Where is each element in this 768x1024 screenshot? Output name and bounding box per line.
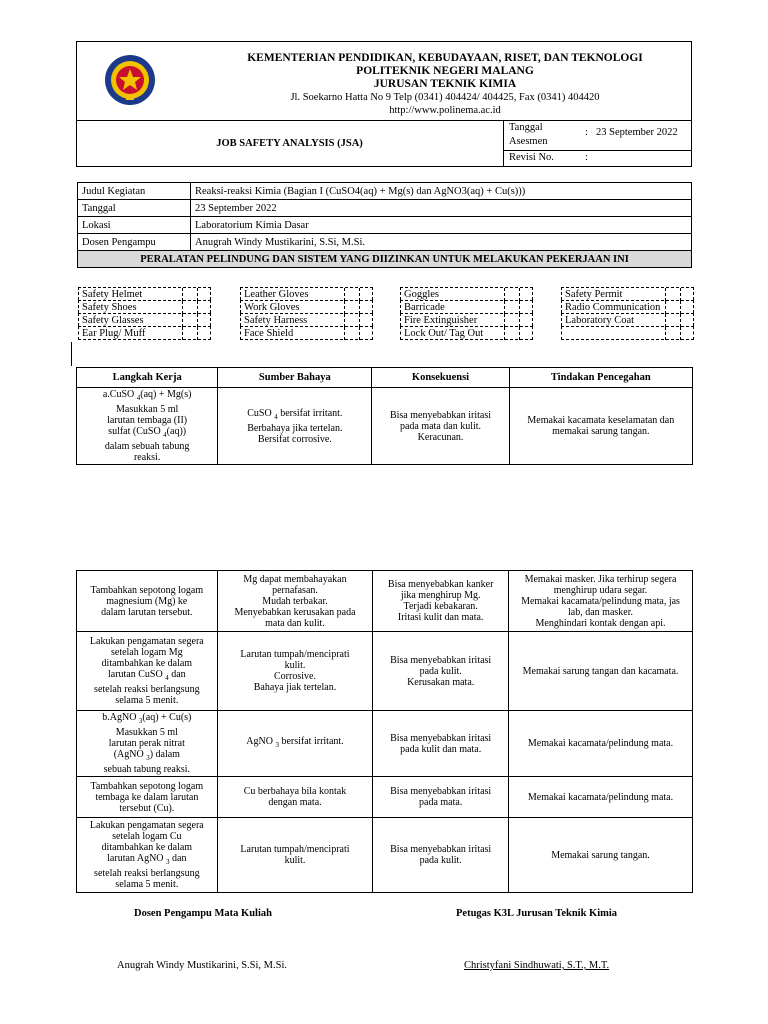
- info-value: 23 September 2022: [191, 200, 692, 217]
- department-name: JURUSAN TEKNIK KIMIA: [373, 78, 517, 90]
- ppe-item-label: Safety Helmet: [82, 289, 143, 300]
- cell-bahaya: Mg dapat membahayakan pernafasan. Mudah terbakar. Menyebabkan kerusakan pada mata dan kulit.: [217, 571, 373, 632]
- tanggal-asesmen-value: 23 September 2022: [596, 127, 678, 138]
- ppe-column: [240, 287, 373, 340]
- cell-tindakan: Memakai sarung tangan.: [509, 818, 693, 893]
- ppe-item-label: Face Shield: [244, 328, 294, 339]
- header-text: [230, 52, 660, 117]
- tanggal-asesmen-label: [509, 121, 548, 149]
- cell-langkah: b.AgNO $_3$(aq) + Cu(s) Masukkan 5 ml larutan perak nitrat (AgNO $_3$) dalam sebuah tabung reaksi.: [77, 711, 218, 777]
- tanggal-label: Tanggal: [509, 122, 543, 133]
- info-value: Reaksi-reaksi Kimia (Bagian I (CuSO4(aq) + Mg(s) dan AgNO3(aq) + Cu(s))): [191, 183, 692, 200]
- cell-langkah: Lakukan pengamatan segera setelah logam Mg ditambahkan ke dalam larutan CuSO $_4$ dan setelah reaksi berlangsung selama 5 menit.: [77, 632, 218, 711]
- column-header: Langkah Kerja: [77, 368, 218, 388]
- ppe-checkbox[interactable]: [665, 327, 679, 340]
- ppe-item-label: Fire Extinguisher: [404, 315, 478, 326]
- revisi-label: Revisi No.: [509, 152, 554, 163]
- cell-langkah: Tambahkan sepotong logam magnesium (Mg) ke dalam larutan tersebut.: [77, 571, 218, 632]
- table-row: [77, 818, 693, 893]
- ppe-column: [78, 287, 211, 340]
- info-value: Anugrah Windy Mustikarini, S.Si, M.Si.: [191, 234, 692, 251]
- ppe-item-label: Safety Harness: [244, 315, 308, 326]
- table-row: [77, 711, 693, 777]
- ppe-item-label: Safety Glasses: [82, 315, 144, 326]
- cell-tindakan: Memakai masker. Jika terhirup segera menghirup udara segar. Memakai kacamata/pelindung mata, jas lab, dan masker. Menghindari kontak dengan api.: [509, 571, 693, 632]
- ppe-item-label: Safety Shoes: [82, 302, 137, 313]
- info-key: Dosen Pengampu: [78, 234, 191, 251]
- cell-tindakan: Memakai kacamata keselamatan dan memakai sarung tangan.: [509, 388, 692, 465]
- ppe-item: [561, 326, 694, 340]
- ppe-item-label: Safety Permit: [565, 289, 623, 300]
- ppe-checkbox[interactable]: [504, 327, 518, 340]
- ppe-item-label: Barricade: [404, 302, 445, 313]
- cell-tindakan: Memakai sarung tangan dan kacamata.: [509, 632, 693, 711]
- left-signature-title: Dosen Pengampu Mata Kuliah: [134, 908, 272, 919]
- ppe-item: [400, 326, 533, 340]
- ppe-item-label: Goggles: [404, 289, 439, 300]
- ppe-checkbox[interactable]: [359, 327, 373, 340]
- left-signature-name: Anugrah Windy Mustikarini, S.Si, M.Si.: [117, 960, 288, 971]
- ppe-item: [78, 326, 211, 340]
- info-row: [78, 200, 692, 217]
- cell-konsekuensi: Bisa menyebabkan iritasi pada mata dan kulit. Keracunan.: [372, 388, 509, 465]
- ppe-item-label: Lock Out/ Tag Out: [404, 328, 484, 339]
- info-row: [78, 234, 692, 251]
- ppe-item: [240, 313, 373, 326]
- ppe-item: [561, 287, 694, 300]
- address-line: Jl. Soekarno Hatta No 9 Telp (0341) 404424/ 404425, Fax (0341) 404420: [290, 92, 600, 103]
- ppe-item: [78, 313, 211, 326]
- cell-konsekuensi: Bisa menyebabkan kanker jika menghirup Mg. Terjadi kebakaran. Iritasi kulit dan mata.: [373, 571, 509, 632]
- info-key: Tanggal: [78, 200, 191, 217]
- ppe-item-label: Leather Gloves: [244, 289, 309, 300]
- table-row: [77, 632, 693, 711]
- ppe-item-label: Laboratory Coat: [565, 315, 635, 326]
- ppe-item: [561, 300, 694, 313]
- table-row: [77, 777, 693, 818]
- polinema-logo-icon: [104, 54, 156, 106]
- right-signature-name: Christyfani Sindhuwati, S.T., M.T.: [464, 960, 610, 971]
- ppe-checkbox[interactable]: [519, 327, 533, 340]
- cell-tindakan: Memakai kacamata/pelindung mata.: [509, 711, 693, 777]
- ppe-column: [400, 287, 533, 340]
- column-header: Konsekuensi: [372, 368, 509, 388]
- cell-langkah: Lakukan pengamatan segera setelah logam Cu ditambahkan ke dalam larutan AgNO $_3$ dan setelah reaksi berlangsung selama 5 menit.: [77, 818, 218, 893]
- ppe-item: [561, 313, 694, 326]
- ppe-column: [561, 287, 694, 340]
- ppe-checkbox[interactable]: [197, 327, 211, 340]
- jsa-title: JOB SAFETY ANALYSIS (JSA): [76, 120, 504, 167]
- right-signature-title: Petugas K3L Jurusan Teknik Kimia: [456, 908, 618, 919]
- cell-konsekuensi: Bisa menyebabkan iritasi pada mata.: [373, 777, 509, 818]
- cell-konsekuensi: Bisa menyebabkan iritasi pada kulit. Kerusakan mata.: [373, 632, 509, 711]
- revisi-colon: :: [585, 152, 588, 163]
- asesmen-label: Asesmen: [509, 136, 548, 147]
- cell-konsekuensi: Bisa menyebabkan iritasi pada kulit.: [373, 818, 509, 893]
- info-key: Judul Kegiatan: [78, 183, 191, 200]
- info-value: Laboratorium Kimia Dasar: [191, 217, 692, 234]
- cell-bahaya: Larutan tumpah/menciprati kulit. Corrosive. Bahaya jiak tertelan.: [217, 632, 373, 711]
- jsa-table-2: [76, 570, 693, 893]
- ministry-name: KEMENTERIAN PENDIDIKAN, KEBUDAYAAN, RISET, DAN TEKNOLOGI: [247, 52, 643, 64]
- table-row: [77, 571, 693, 632]
- ppe-heading: PERALATAN PELINDUNG DAN SISTEM YANG DIIZINKAN UNTUK MELAKUKAN PEKERJAAN INI: [78, 251, 692, 268]
- ppe-item: [400, 313, 533, 326]
- cell-bahaya: Larutan tumpah/menciprati kulit.: [217, 818, 373, 893]
- ppe-checkbox[interactable]: [182, 327, 196, 340]
- info-row: [78, 183, 692, 200]
- ppe-item-label: Work Gloves: [244, 302, 300, 313]
- activity-info-table: [77, 182, 692, 268]
- jsa-table-1: [76, 367, 693, 465]
- ppe-item-label: Ear Plug/ Muff: [82, 328, 146, 339]
- website-link[interactable]: http://www.polinema.ac.id: [389, 105, 501, 116]
- cell-bahaya: CuSO $_4$ bersifat irritant. Berbahaya jika tertelan. Bersifat corrosive.: [218, 388, 372, 465]
- info-row: [78, 217, 692, 234]
- ppe-item-label: Radio Communication: [565, 302, 661, 313]
- tanggal-colon: :: [585, 127, 588, 138]
- institution-name: POLITEKNIK NEGERI MALANG: [356, 65, 534, 77]
- cell-langkah: a.CuSO $_4$(aq) + Mg(s) Masukkan 5 ml larutan tembaga (II) sulfat (CuSO $_4$(aq)) dalam sebuah tabung reaksi.: [77, 388, 218, 465]
- ppe-item: [400, 300, 533, 313]
- ppe-checkbox[interactable]: [344, 327, 358, 340]
- ppe-item: [240, 300, 373, 313]
- cell-tindakan: Memakai kacamata/pelindung mata.: [509, 777, 693, 818]
- separator: [504, 150, 692, 151]
- cell-langkah: Tambahkan sepotong logam tembaga ke dalam larutan tersebut (Cu).: [77, 777, 218, 818]
- cell-konsekuensi: Bisa menyebabkan iritasi pada kulit dan mata.: [373, 711, 509, 777]
- info-key: Lokasi: [78, 217, 191, 234]
- ppe-item: [240, 326, 373, 340]
- ppe-item: [240, 287, 373, 300]
- column-header: Sumber Bahaya: [218, 368, 372, 388]
- cell-bahaya: AgNO $_3$ bersifat irritant.: [217, 711, 373, 777]
- ppe-item: [78, 287, 211, 300]
- ppe-item: [400, 287, 533, 300]
- column-header: Tindakan Pencegahan: [509, 368, 692, 388]
- ppe-item: [78, 300, 211, 313]
- text-cursor: [71, 342, 72, 366]
- table-row: [77, 388, 693, 465]
- cell-bahaya: Cu berbahaya bila kontak dengan mata.: [217, 777, 373, 818]
- ppe-checkbox[interactable]: [680, 327, 694, 340]
